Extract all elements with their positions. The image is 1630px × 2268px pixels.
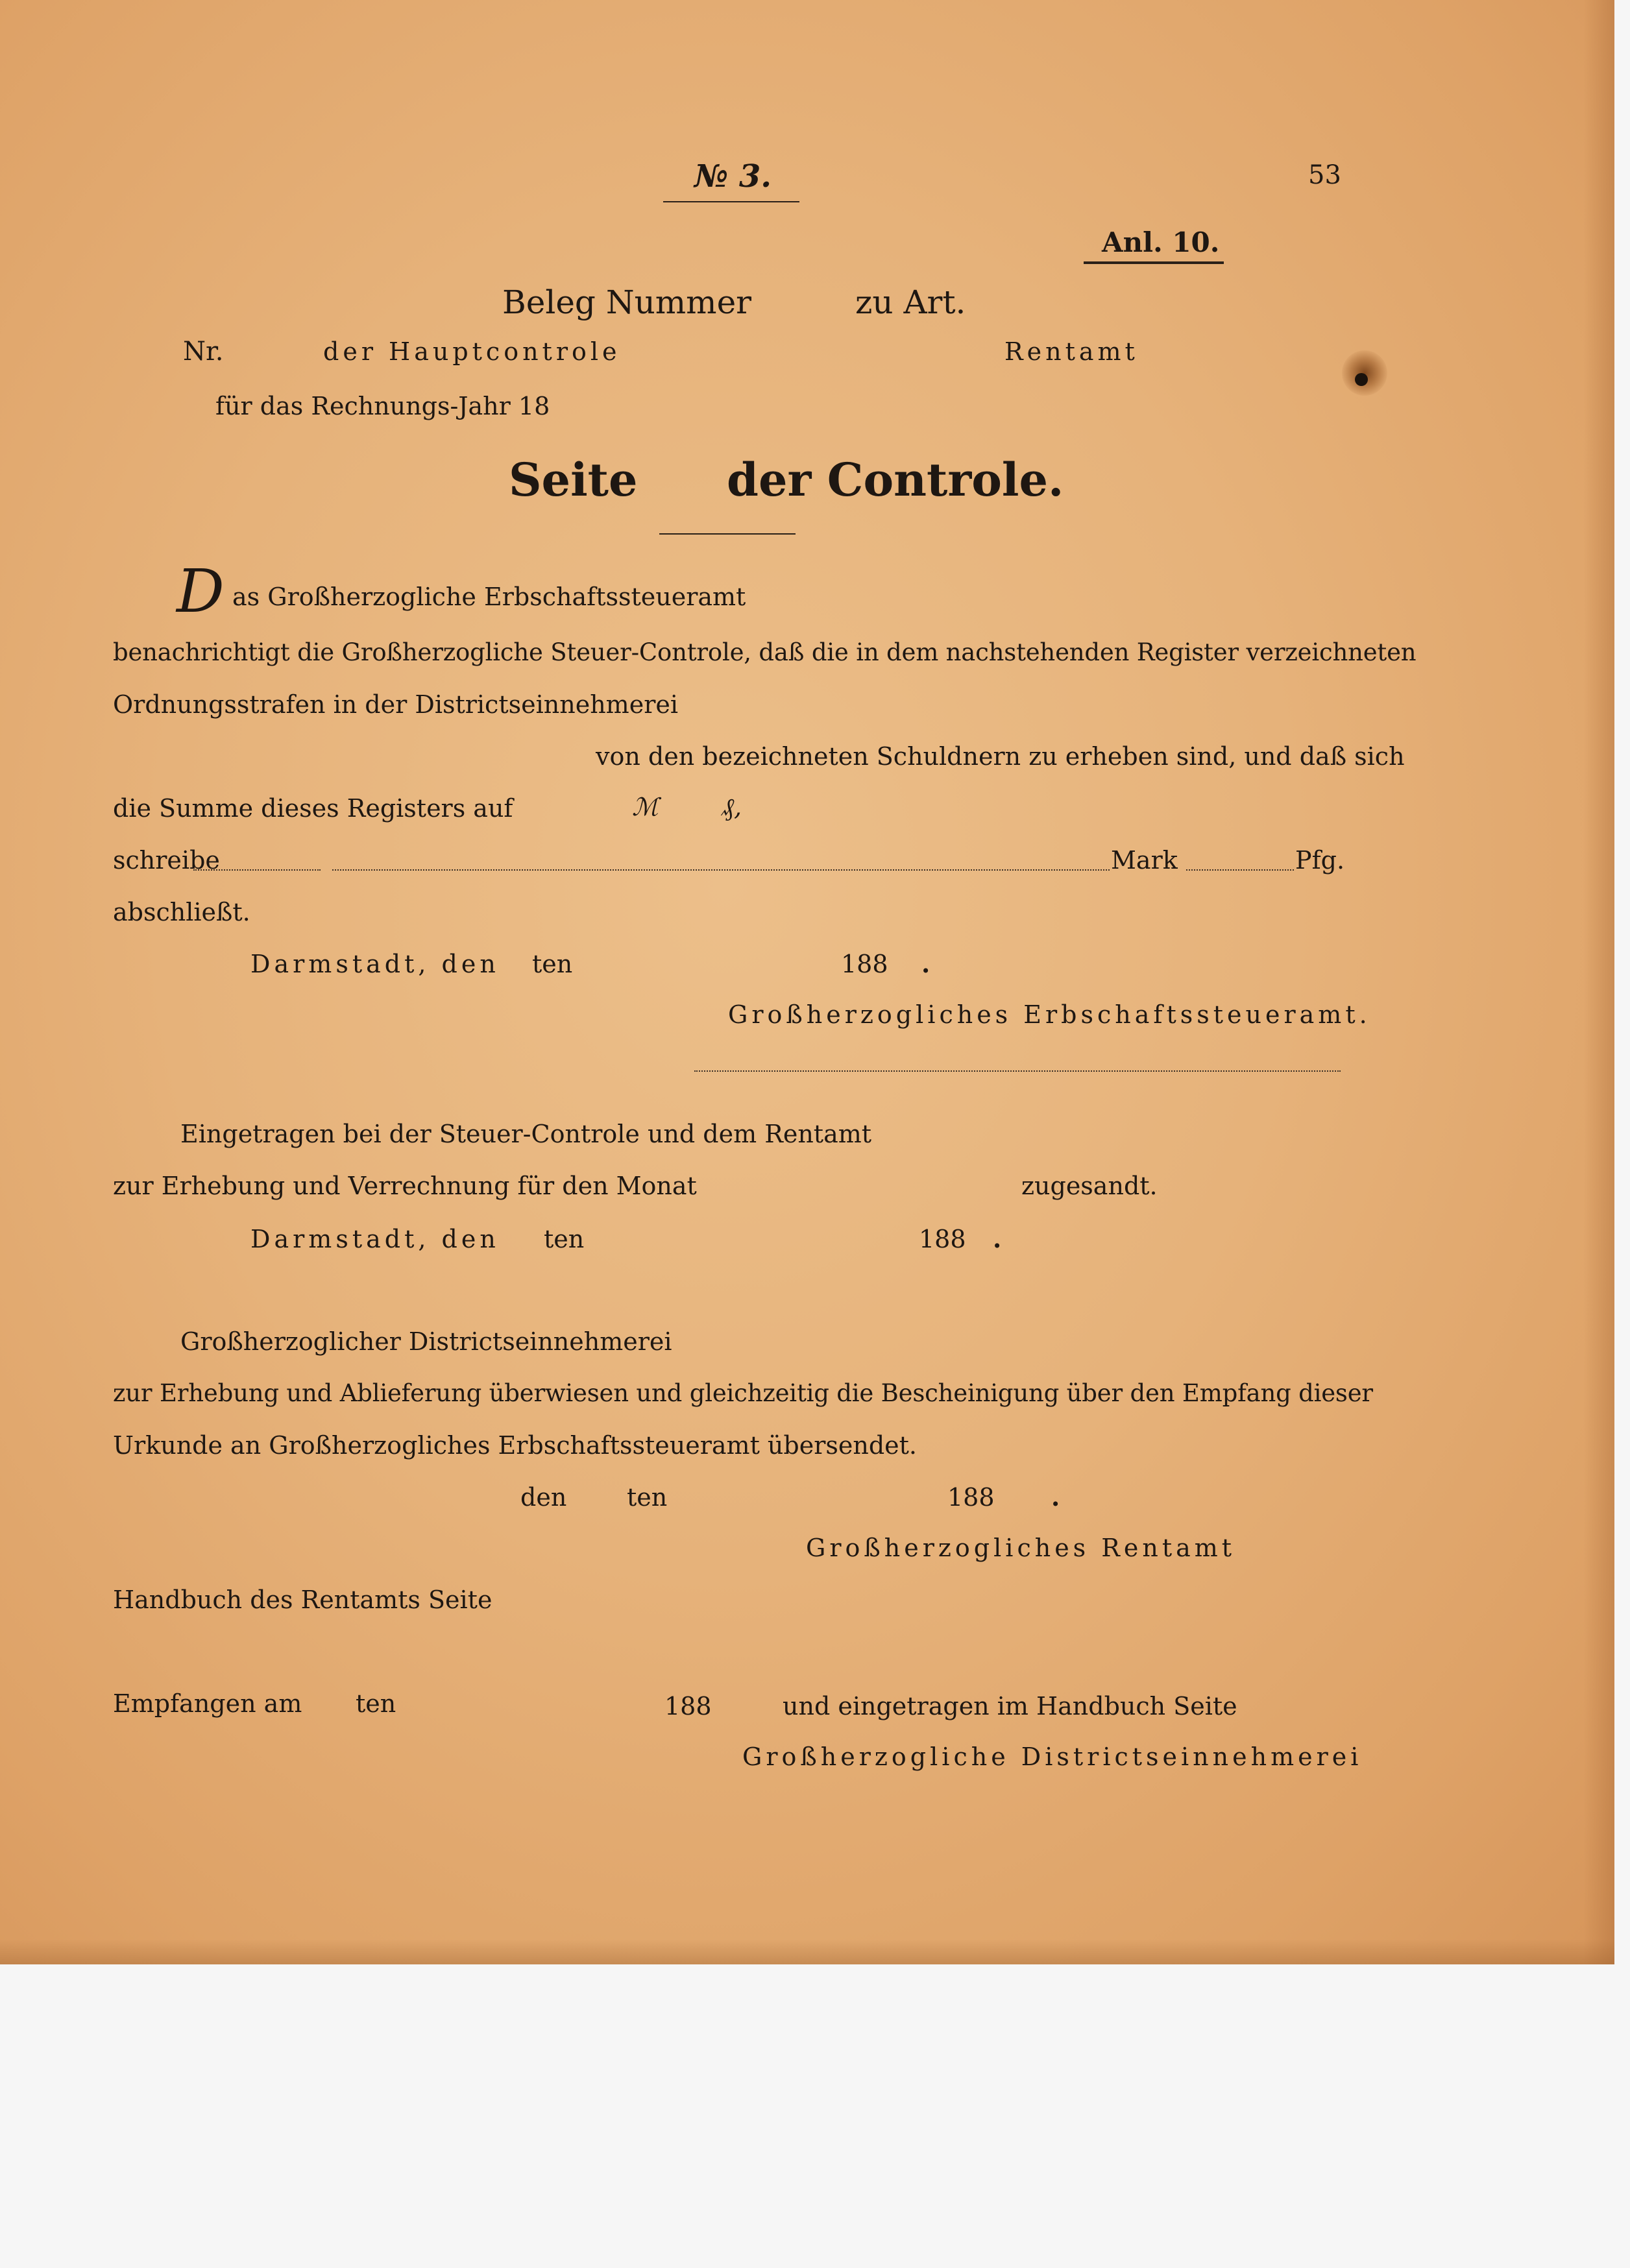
amount-words-line-1 <box>193 869 321 871</box>
title-divider <box>659 533 796 535</box>
abschliesst-label: abschließt. <box>113 898 250 926</box>
section3-period: . <box>1051 1482 1060 1512</box>
section1-line1: as Großherzogliche Erbschaftssteueramt <box>232 583 746 611</box>
pfennig-line <box>1186 869 1294 871</box>
section3-line2: zur Erhebung und Ablieferung überwiesen und gleichzeitig die Bescheinigung über den Empfang dieser <box>113 1379 1373 1407</box>
section3-signature: Großherzogliches Rentamt <box>806 1534 1236 1562</box>
beleg-article: zu Art. <box>855 284 966 321</box>
section3-den: den <box>520 1483 567 1512</box>
section1-line2: benachrichtigt die Großherzogliche Steuer-Controle, daß die in dem nachstehenden Register verzeichneten <box>113 638 1417 666</box>
nr-label: Nr. <box>183 337 224 367</box>
section2-line2: zur Erhebung und Verrechnung für den Monat <box>113 1172 697 1200</box>
mark-label: Mark <box>1111 846 1178 875</box>
section4-signature: Großherzogliche Districtseinnehmerei <box>742 1743 1363 1771</box>
section2-year: 188 <box>919 1225 966 1253</box>
ink-spot <box>1355 373 1368 386</box>
section3-ten: ten <box>627 1483 668 1512</box>
scan-edge-shadow <box>1583 0 1614 1964</box>
section2-ten: ten <box>544 1225 585 1253</box>
section4-year: 188 <box>664 1692 712 1720</box>
empfangen-label: Empfangen am <box>113 1689 302 1718</box>
currency-pfennig-symbol: ₰, <box>722 793 742 821</box>
form-number-underline <box>663 201 799 202</box>
section2-zugesandt: zugesandt. <box>1021 1172 1158 1200</box>
controle-label: der Controle. <box>727 453 1064 507</box>
rentamt-label: Rentamt <box>1004 337 1139 366</box>
section4-ten: ten <box>356 1689 396 1718</box>
section1-divider <box>694 1070 1341 1072</box>
schreibe-label: schreibe <box>113 846 220 875</box>
eingetragen-label: und eingetragen im Handbuch Seite <box>783 1692 1237 1720</box>
pfg-label: Pfg. <box>1295 846 1345 875</box>
section3-year: 188 <box>947 1483 995 1512</box>
section1-line3: Ordnungsstrafen in der Districtseinnehmerei <box>113 690 678 719</box>
section1-period: . <box>921 949 931 978</box>
section1-ten: ten <box>532 950 573 978</box>
ink-stain <box>1342 350 1387 396</box>
section3-line1: Großherzoglicher Districtseinnehmerei <box>180 1327 672 1356</box>
section1-line4: von den bezeichneten Schuldnern zu erheben sind, und daß sich <box>596 742 1405 771</box>
section1-year: 188 <box>841 950 888 978</box>
seite-label: Seite <box>509 453 638 507</box>
section1-sum-label: die Summe dieses Registers auf <box>113 794 513 823</box>
beleg-title: Beleg Nummer <box>502 284 752 321</box>
annex-label: Anl. 10. <box>1102 226 1220 258</box>
currency-mark-symbol: ℳ <box>632 793 659 821</box>
annex-underline <box>1084 261 1224 264</box>
amount-words-line-2 <box>332 869 1110 871</box>
drop-capital: D <box>176 557 225 626</box>
section2-place: Darmstadt, den <box>250 1225 500 1253</box>
form-number: № 3. <box>694 158 772 195</box>
section2-period: . <box>993 1224 1002 1253</box>
handbuch-label: Handbuch des Rentamts Seite <box>113 1586 493 1614</box>
page-number: 53 <box>1308 160 1341 190</box>
section2-line1: Eingetragen bei der Steuer-Controle und dem Rentamt <box>180 1120 872 1148</box>
section1-signature: Großherzogliches Erbschaftssteueramt. <box>728 1000 1371 1029</box>
section3-line3: Urkunde an Großherzogliches Erbschaftssteueramt übersendet. <box>113 1431 918 1460</box>
hauptcontrole-label: der Hauptcontrole <box>323 337 621 366</box>
rechnungsjahr-label: für das Rechnungs-Jahr 18 <box>215 392 550 420</box>
section1-place: Darmstadt, den <box>250 950 500 978</box>
scan-bottom-shadow <box>0 1940 1614 1964</box>
